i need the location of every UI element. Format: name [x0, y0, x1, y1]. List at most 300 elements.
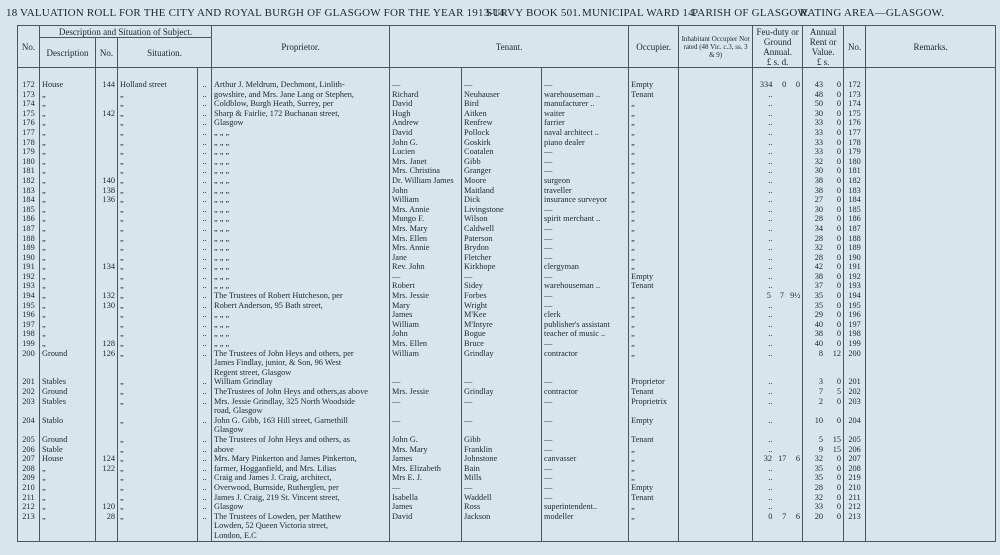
feu-duty-value	[778, 128, 786, 138]
row-tenant-surname: —	[462, 80, 542, 90]
feu-duty-value	[792, 397, 800, 407]
row-leader-dots: ..	[198, 90, 212, 100]
row-feu-duty	[753, 493, 803, 503]
row-tenant-occupation: —	[542, 416, 629, 426]
row-house-number	[96, 253, 118, 263]
row-number-right: 203	[844, 397, 866, 407]
feu-duty-value	[792, 99, 800, 109]
row-situation: „	[118, 454, 198, 464]
row-remarks	[866, 493, 996, 503]
row-number-right	[844, 531, 866, 541]
row-leader-dots: ..	[198, 397, 212, 407]
row-tenant-first-name: Mrs. Annie	[390, 205, 462, 215]
row-tenant-first-name: Mrs. Jessie	[390, 387, 462, 397]
municipal-ward: MUNICIPAL WARD 14.	[582, 7, 697, 19]
row-tenant-surname: Fletcher	[462, 253, 542, 263]
rent-value: 0	[836, 223, 842, 233]
table-row	[18, 349, 996, 359]
row-leader-dots: ..	[198, 118, 212, 128]
row-occupier: „	[629, 349, 679, 359]
row-occupier: „	[629, 253, 679, 263]
row-feu-duty	[753, 243, 803, 253]
row-number: 179	[18, 147, 40, 157]
row-occupier: „	[629, 243, 679, 253]
feu-duty-value	[792, 387, 800, 397]
row-remarks	[866, 387, 996, 397]
row-inhabitant-occupier	[679, 464, 753, 474]
row-tenant-first-name: Mrs. Ellen	[390, 339, 462, 349]
row-feu-duty	[753, 320, 803, 330]
rent-value: 0	[836, 329, 842, 339]
rent-value: 0	[836, 339, 842, 349]
row-tenant-surname: Aitken	[462, 109, 542, 119]
feu-duty-label: Feu-duty or Ground Annual.	[756, 26, 799, 57]
rent-value: 0	[836, 214, 842, 224]
row-house-number	[96, 521, 118, 531]
row-description: „	[40, 281, 96, 291]
feu-duty-value: 32	[763, 454, 773, 464]
row-proprietor: The Trustees of Lowden, per Matthew	[212, 512, 390, 522]
row-tenant-occupation: —	[542, 301, 629, 311]
row-tenant-first-name: Mungo F.	[390, 214, 462, 224]
parish: PARISH OF GLASGOW.	[692, 7, 811, 19]
col-situation: Situation.	[118, 38, 212, 68]
rent-value: 7	[818, 387, 824, 396]
row-leader-dots: ..	[198, 147, 212, 157]
row-feu-duty	[753, 521, 803, 531]
rent-value: 30	[814, 108, 824, 118]
row-inhabitant-occupier	[679, 502, 753, 512]
row-number-right	[844, 368, 866, 378]
table-row	[18, 406, 996, 416]
row-feu-duty	[753, 531, 803, 541]
feu-duty-value: ..	[768, 348, 773, 358]
row-situation: „	[118, 205, 198, 215]
table-row	[18, 234, 996, 244]
table-row	[18, 483, 996, 493]
col-annual-rent	[803, 26, 844, 68]
rent-value: 33	[814, 118, 824, 128]
row-house-number: 130	[96, 301, 118, 311]
row-feu-duty	[753, 186, 803, 196]
row-tenant-surname: —	[462, 272, 542, 282]
row-remarks	[866, 186, 996, 196]
row-feu-duty	[753, 224, 803, 234]
row-feu-duty	[753, 262, 803, 272]
table-row	[18, 521, 996, 531]
feu-duty-units: £ s. d.	[766, 56, 789, 67]
row-house-number	[96, 531, 118, 541]
row-annual-rent	[803, 272, 844, 282]
rent-value: 35	[814, 473, 824, 483]
row-tenant-occupation: superintendent..	[542, 502, 629, 512]
rating-area: RATING AREA—GLASGOW.	[800, 7, 945, 19]
row-situation: „	[118, 234, 198, 244]
row-situation: „	[118, 377, 198, 387]
row-remarks	[866, 214, 996, 224]
feu-duty-value: ..	[768, 204, 773, 214]
row-number	[18, 521, 40, 531]
feu-duty-value	[792, 234, 800, 244]
row-tenant-surname: Gibb	[462, 435, 542, 445]
row-leader-dots: ..	[198, 310, 212, 320]
feu-duty-value: ..	[768, 281, 773, 291]
row-annual-rent	[803, 214, 844, 224]
row-tenant-first-name: David	[390, 128, 462, 138]
feu-duty-value	[778, 445, 786, 455]
row-occupier: Tenant	[629, 90, 679, 100]
row-occupier: „	[629, 224, 679, 234]
row-tenant-occupation: teacher of music ..	[542, 329, 629, 339]
row-description: „	[40, 473, 96, 483]
feu-duty-value: ..	[768, 243, 773, 253]
row-tenant-first-name: Mrs. Mary	[390, 445, 462, 455]
row-tenant-occupation: piano dealer	[542, 138, 629, 148]
row-proprietor: The Trustees of Robert Hutcheson, per	[212, 291, 390, 301]
rent-value: 43	[814, 80, 824, 89]
row-occupier: Empty	[629, 80, 679, 90]
row-proprietor: „ „ „	[212, 157, 390, 167]
row-remarks	[866, 483, 996, 493]
row-proprietor: Sharp & Fairlie, 172 Buchanan street,	[212, 109, 390, 119]
feu-duty-value	[792, 473, 800, 483]
row-tenant-first-name	[390, 358, 462, 368]
row-description: „	[40, 310, 96, 320]
row-leader-dots: ..	[198, 166, 212, 176]
col-description-group: Description and Situation of Subject.	[40, 26, 212, 38]
feu-duty-value: ..	[768, 118, 773, 128]
row-tenant-first-name: William	[390, 320, 462, 330]
feu-duty-value: ..	[768, 147, 773, 157]
row-description: „	[40, 493, 96, 503]
row-tenant-surname: —	[462, 416, 542, 426]
row-situation: „	[118, 301, 198, 311]
row-house-number	[96, 425, 118, 435]
feu-duty-value	[792, 224, 800, 234]
row-proprietor: „ „ „	[212, 138, 390, 148]
row-description: Stablo	[40, 416, 96, 426]
row-tenant-surname: Waddell	[462, 493, 542, 503]
row-feu-duty	[753, 483, 803, 493]
feu-duty-value	[792, 90, 800, 100]
row-tenant-first-name: David	[390, 512, 462, 522]
row-description	[40, 358, 96, 368]
feu-duty-value: ..	[768, 329, 773, 339]
row-annual-rent	[803, 253, 844, 263]
row-situation: „	[118, 329, 198, 339]
row-number-right: 179	[844, 147, 866, 157]
row-occupier: Tenant	[629, 281, 679, 291]
row-occupier: „	[629, 205, 679, 215]
row-proprietor: „ „ „	[212, 310, 390, 320]
feu-duty-value	[792, 138, 800, 148]
row-tenant-surname: Moore	[462, 176, 542, 186]
row-description: „	[40, 272, 96, 282]
row-occupier: „	[629, 128, 679, 138]
row-house-number	[96, 147, 118, 157]
feu-duty-value	[792, 464, 800, 474]
row-tenant-occupation: publisher's assistant	[542, 320, 629, 330]
row-inhabitant-occupier	[679, 253, 753, 263]
row-tenant-surname: Johnstone	[462, 454, 542, 464]
row-tenant-surname: Gibb	[462, 157, 542, 167]
row-house-number	[96, 281, 118, 291]
table-row	[18, 157, 996, 167]
row-tenant-occupation	[542, 358, 629, 368]
row-remarks	[866, 253, 996, 263]
row-leader-dots: ..	[198, 176, 212, 186]
table-row	[18, 138, 996, 148]
row-inhabitant-occupier	[679, 90, 753, 100]
row-remarks	[866, 377, 996, 387]
rent-value: 28	[814, 233, 824, 243]
row-leader-dots: ..	[198, 253, 212, 263]
row-tenant-occupation: waiter	[542, 109, 629, 119]
row-remarks	[866, 157, 996, 167]
table-row	[18, 291, 996, 301]
row-number: 176	[18, 118, 40, 128]
row-proprietor: gowshire, and Mrs. Jane Lang or Stephen,	[212, 90, 390, 100]
row-feu-duty	[753, 99, 803, 109]
row-situation: „	[118, 224, 198, 234]
row-description: Stables	[40, 377, 96, 387]
feu-duty-value	[792, 272, 800, 282]
row-number-right: 206	[844, 445, 866, 455]
row-occupier	[629, 521, 679, 531]
feu-duty-value	[792, 349, 800, 359]
row-situation: „	[118, 291, 198, 301]
rent-value: 0	[836, 492, 842, 502]
row-tenant-occupation: —	[542, 493, 629, 503]
row-tenant-surname: Maitland	[462, 186, 542, 196]
row-inhabitant-occupier	[679, 166, 753, 176]
row-tenant-surname: Goskirk	[462, 138, 542, 148]
feu-duty-value: ..	[768, 262, 773, 272]
rent-value: 20	[814, 511, 824, 521]
row-description: „	[40, 214, 96, 224]
row-tenant-surname: Franklin	[462, 445, 542, 455]
row-remarks	[866, 454, 996, 464]
row-remarks	[866, 512, 996, 522]
row-tenant-occupation: canvasser	[542, 454, 629, 464]
rent-value: 33	[814, 137, 824, 147]
row-tenant-surname: Forbes	[462, 291, 542, 301]
row-situation	[118, 358, 198, 368]
row-occupier: Proprietor	[629, 377, 679, 387]
row-tenant-occupation: —	[542, 291, 629, 301]
feu-duty-value	[792, 147, 800, 157]
row-description	[40, 368, 96, 378]
row-number-right: 198	[844, 329, 866, 339]
row-tenant-first-name	[390, 521, 462, 531]
row-tenant-occupation	[542, 531, 629, 541]
rent-value: 0	[836, 243, 842, 253]
col-inhabitant-occupier: Inhabitant Occupier Not rated (48 Vic. c.3, ss. 3 & 9)	[679, 26, 753, 68]
row-leader-dots: ..	[198, 445, 212, 455]
rent-value: 0	[836, 271, 842, 281]
row-occupier	[629, 368, 679, 378]
rent-value: 0	[836, 415, 842, 425]
row-number: 192	[18, 272, 40, 282]
row-house-number	[96, 358, 118, 368]
row-proprietor: „ „ „	[212, 281, 390, 291]
feu-duty-value: ..	[768, 387, 773, 396]
row-tenant-first-name: Mrs. Mary	[390, 224, 462, 234]
row-tenant-surname: —	[462, 377, 542, 387]
row-inhabitant-occupier	[679, 301, 753, 311]
feu-duty-value: ..	[768, 492, 773, 502]
row-remarks	[866, 349, 996, 359]
row-number-right: 213	[844, 512, 866, 522]
row-remarks	[866, 90, 996, 100]
row-tenant-occupation: —	[542, 243, 629, 253]
table-row	[18, 493, 996, 503]
row-feu-duty	[753, 445, 803, 455]
feu-duty-value: ..	[768, 396, 773, 406]
feu-duty-value: 7	[779, 291, 785, 301]
row-occupier: Empty	[629, 483, 679, 493]
row-number: 196	[18, 310, 40, 320]
row-number-right: 197	[844, 320, 866, 330]
row-inhabitant-occupier	[679, 310, 753, 320]
rent-value: 34	[814, 223, 824, 233]
row-proprietor: „ „ „	[212, 195, 390, 205]
rent-value: 38	[814, 329, 824, 339]
row-tenant-surname: Coatalen	[462, 147, 542, 157]
row-number: 184	[18, 195, 40, 205]
row-occupier: „	[629, 166, 679, 176]
row-number: 180	[18, 157, 40, 167]
row-tenant-first-name: —	[390, 377, 462, 387]
row-occupier: „	[629, 464, 679, 474]
row-tenant-first-name: Rev. John	[390, 262, 462, 272]
rent-value: 0	[836, 262, 842, 272]
row-remarks	[866, 118, 996, 128]
feu-duty-value: 9½	[790, 291, 801, 301]
col-feu-duty	[753, 26, 803, 68]
rent-value: 0	[836, 252, 842, 262]
row-leader-dots: ..	[198, 109, 212, 119]
rent-value: 10	[814, 415, 824, 425]
row-inhabitant-occupier	[679, 118, 753, 128]
row-inhabitant-occupier	[679, 147, 753, 157]
row-annual-rent	[803, 464, 844, 474]
row-feu-duty	[753, 425, 803, 435]
row-tenant-first-name: Mrs. Christina	[390, 166, 462, 176]
row-remarks	[866, 502, 996, 512]
row-proprietor: William Grindlay	[212, 377, 390, 387]
rent-value: 0	[836, 195, 842, 205]
row-annual-rent	[803, 397, 844, 407]
row-number-right: 185	[844, 205, 866, 215]
row-tenant-first-name	[390, 531, 462, 541]
row-feu-duty	[753, 502, 803, 512]
row-occupier: Tenant	[629, 387, 679, 397]
feu-duty-value	[792, 118, 800, 128]
row-tenant-occupation: —	[542, 147, 629, 157]
row-occupier: „	[629, 320, 679, 330]
row-house-number	[96, 368, 118, 378]
table-row	[18, 262, 996, 272]
rent-value: 0	[836, 147, 842, 157]
row-house-number: 122	[96, 464, 118, 474]
feu-duty-value	[778, 166, 786, 176]
feu-duty-value: ..	[768, 175, 773, 185]
row-number: 189	[18, 243, 40, 253]
feu-duty-value: ..	[768, 473, 773, 483]
table-row	[18, 416, 996, 426]
feu-duty-value: ..	[768, 434, 773, 444]
row-situation: „	[118, 186, 198, 196]
row-occupier: „	[629, 301, 679, 311]
row-leader-dots: ..	[198, 483, 212, 493]
rent-value: 5	[836, 387, 842, 396]
row-feu-duty	[753, 128, 803, 138]
row-tenant-occupation: contractor	[542, 387, 629, 397]
row-number-right: 207	[844, 454, 866, 464]
row-leader-dots: ..	[198, 243, 212, 253]
table-row	[18, 445, 996, 455]
row-occupier	[629, 406, 679, 416]
row-tenant-first-name: John G.	[390, 138, 462, 148]
feu-duty-value	[778, 243, 786, 253]
rent-value: 0	[836, 291, 842, 301]
row-tenant-first-name: Andrew	[390, 118, 462, 128]
row-tenant-occupation: clergyman	[542, 262, 629, 272]
row-remarks	[866, 473, 996, 483]
annual-rent-units: £ s.	[816, 56, 830, 67]
row-number-right: 193	[844, 281, 866, 291]
row-description: „	[40, 253, 96, 263]
row-remarks	[866, 406, 996, 416]
table-row	[18, 214, 996, 224]
row-situation: „	[118, 138, 198, 148]
row-leader-dots: ..	[198, 157, 212, 167]
row-description: „	[40, 138, 96, 148]
row-number-right: 188	[844, 234, 866, 244]
row-feu-duty	[753, 214, 803, 224]
row-description: „	[40, 243, 96, 253]
rent-value: 0	[836, 511, 842, 521]
row-house-number	[96, 493, 118, 503]
row-situation: „	[118, 445, 198, 455]
row-number: 198	[18, 329, 40, 339]
row-proprietor: The Trustees of John Heys and others, per	[212, 349, 390, 359]
row-leader-dots: ..	[198, 512, 212, 522]
feu-duty-value: ..	[768, 310, 773, 320]
row-leader-dots: ..	[198, 214, 212, 224]
row-number-right: 202	[844, 387, 866, 397]
row-proprietor: „ „ „	[212, 205, 390, 215]
row-inhabitant-occupier	[679, 377, 753, 387]
col-no-right: No.	[844, 26, 866, 68]
row-house-number	[96, 205, 118, 215]
row-proprietor: „ „ „	[212, 243, 390, 253]
row-tenant-occupation: —	[542, 377, 629, 387]
row-inhabitant-occupier	[679, 454, 753, 464]
row-tenant-surname: Pollock	[462, 128, 542, 138]
col-occupier: Occupier.	[629, 26, 679, 68]
row-proprietor: „ „ „	[212, 214, 390, 224]
feu-duty-value	[792, 176, 800, 186]
row-description: Ground	[40, 387, 96, 397]
row-inhabitant-occupier	[679, 349, 753, 359]
row-number-right: 172	[844, 80, 866, 90]
row-description: „	[40, 320, 96, 330]
row-annual-rent	[803, 90, 844, 100]
rent-value: 0	[836, 310, 842, 320]
row-house-number	[96, 138, 118, 148]
